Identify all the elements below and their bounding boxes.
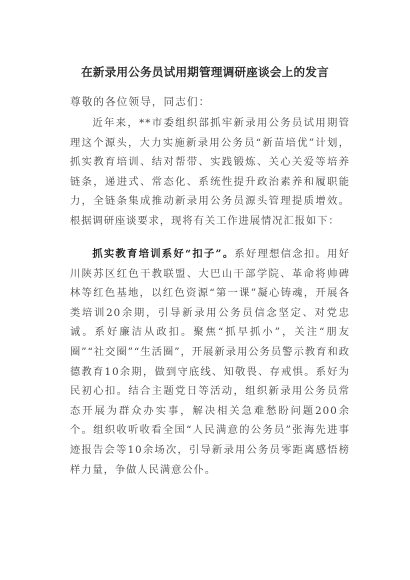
paragraph-section-1 [70,245,350,480]
salutation: 尊敬的各位领导，同志们： [70,96,211,108]
paragraph-intro [70,114,350,232]
paragraph-intro-text: 近年来，**市委组织部抓牢新录用公务员试用期管理这个源头，大力实施新录用公务员“新苗培优”计划，抓实教育培训、结对帮带、实践锻炼、关心关爱等培养链条，递进式、常态化、系统性提升政治素养和履职能力，全链条集成推动新录用公务员源头管理提质增效。根据调研座谈要求，现将有关工作进展情况汇报如下： [70,118,350,227]
section-1-heading: 抓实教育培训系好“扣子”。 [92,248,235,260]
document-title: 在新录用公务员试用期管理调研座谈会上的发言 [81,65,329,79]
section-1-body: 系好理想信念扣。用好川陕苏区红色干教联盟、大巴山干部学院、革命将帅碑林等红色基地，以红色资源“第一课”凝心铸魂，开展各类培训20余期，引导新录用公务员信念坚定、对党忠诚。系好廉洁从政扣。聚焦“抓早抓小”，关注“朋友圈”“社交圈”“生活圈”，开展新录用公务员警示教育和政德教育10余期，做到守底线、知敬畏、存戒惧。系好为民初心扣。结合主题党日等活动，组织新录用公务员常态开展为群众办实事，解决相关急难愁盼问题200余个。组织收听收看全国“人民满意的公务员”张海先进事迹报告会等10余场次，引导新录用公务员零距离感悟榜样力量，争做人民满意公仆。 [70,249,350,476]
